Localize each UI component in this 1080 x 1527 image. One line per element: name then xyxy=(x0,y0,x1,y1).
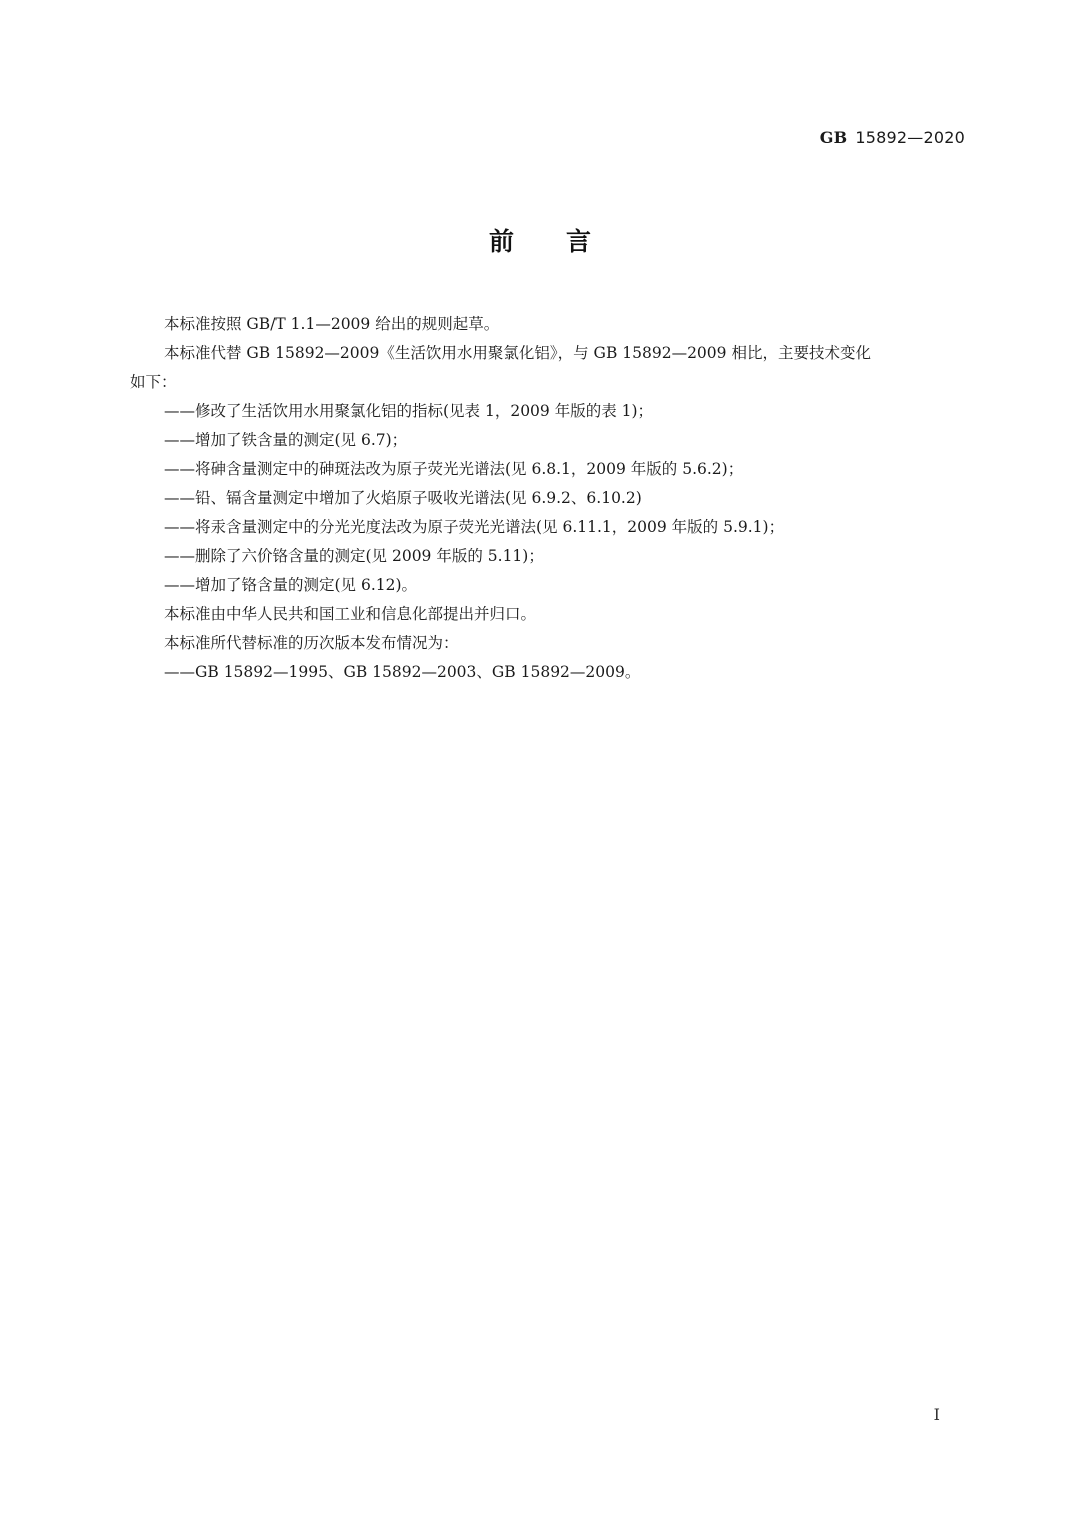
standard-number: 15892—2020 xyxy=(855,128,965,147)
standard-code xyxy=(820,128,965,147)
change-item: ——删除了六价铬含量的测定(见 2009 年版的 5.11)； xyxy=(164,547,544,565)
paragraph-replacement-line2: 如下： xyxy=(130,373,177,391)
history-item: ——GB 15892—1995、GB 15892—2003、GB 15892—2009。 xyxy=(164,663,641,681)
paragraph-drafting-rule: 本标准按照 GB/T 1.1—2009 给出的规则起草。 xyxy=(164,315,500,333)
change-item: ——将汞含量测定中的分光光度法改为原子荧光光谱法(见 6.11.1，2009 年版的 5.9.1)； xyxy=(164,518,785,536)
paragraph-history-intro: 本标准所代替标准的历次版本发布情况为： xyxy=(164,634,459,652)
change-item: ——将砷含量测定中的砷斑法改为原子荧光光谱法(见 6.8.1，2009 年版的 5.6.2)； xyxy=(164,460,744,478)
paragraph-proposer: 本标准由中华人民共和国工业和信息化部提出并归口。 xyxy=(164,605,537,623)
page-number: I xyxy=(933,1405,940,1424)
paragraph-replacement xyxy=(130,339,970,368)
standard-prefix: GB xyxy=(819,128,848,147)
paragraph-replacement-line1: 本标准代替 GB 15892—2009《生活饮用水用聚氯化铝》，与 GB 15892—2009 相比，主要技术变化 xyxy=(164,344,871,362)
foreword-body xyxy=(130,310,970,687)
change-item: ——铅、镉含量测定中增加了火焰原子吸收光谱法(见 6.9.2、6.10.2) xyxy=(164,489,642,507)
change-item: ——增加了铁含量的测定(见 6.7)； xyxy=(164,431,408,449)
page-title: 前言 xyxy=(488,227,643,256)
change-item: ——增加了铬含量的测定(见 6.12)。 xyxy=(164,576,418,594)
change-item: ——修改了生活饮用水用聚氯化铝的指标(见表 1，2009 年版的表 1)； xyxy=(164,402,654,420)
